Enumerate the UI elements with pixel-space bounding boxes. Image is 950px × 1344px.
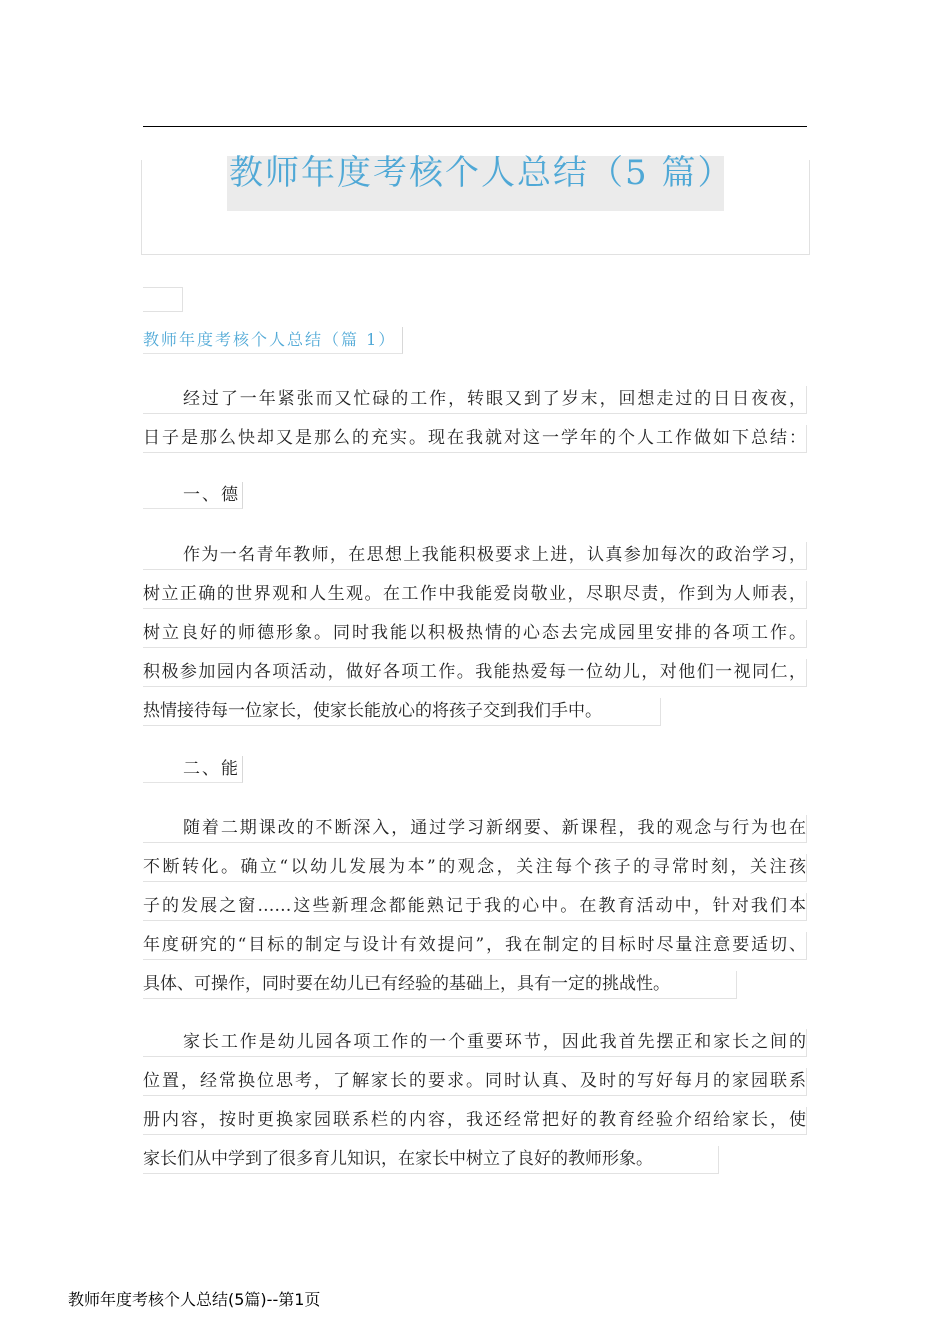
- paragraph-line: 不断转化。确立“以幼儿发展为本”的观念，关注每个孩子的寻常时刻，关注孩: [143, 848, 807, 887]
- paragraph-line: 家长们从中学到了很多育儿知识，在家长中树立了良好的教师形象。: [143, 1140, 807, 1179]
- intro-paragraph: [143, 380, 807, 458]
- paragraph-line: 热情接待每一位家长，使家长能放心的将孩子交到我们手中。: [143, 692, 807, 731]
- paragraph-de: [143, 536, 807, 731]
- paragraph-line: 日子是那么快却又是那么的充实。现在我就对这一学年的个人工作做如下总结：: [143, 419, 807, 458]
- paragraph-line: 积极参加园内各项活动，做好各项工作。我能热爱每一位幼儿，对他们一视同仁，: [143, 653, 807, 692]
- paragraph-line: 子的发展之窗……这些新理念都能熟记于我的心中。在教育活动中，针对我们本: [143, 887, 807, 926]
- paragraph-parent-work: [143, 1023, 807, 1179]
- paragraph-line: 随着二期课改的不断深入，通过学习新纲要、新课程，我的观念与行为也在: [143, 809, 807, 848]
- paragraph-neng: [143, 809, 807, 1004]
- document-title: 教师年度考核个人总结（5 篇）: [229, 153, 734, 193]
- header-rule: [143, 126, 807, 127]
- section-heading: 教师年度考核个人总结（篇 1）: [143, 327, 403, 354]
- paragraph-line: 具体、可操作，同时要在幼儿已有经验的基础上，具有一定的挑战性。: [143, 965, 807, 1004]
- paragraph-line: 作为一名青年教师，在思想上我能积极要求上进，认真参加每次的政治学习，: [143, 536, 807, 575]
- empty-box: [143, 287, 183, 312]
- paragraph-line: 年度研究的“目标的制定与设计有效提问”，我在制定的目标时尽量注意要适切、: [143, 926, 807, 965]
- heading-neng: 二、能: [143, 756, 243, 783]
- page-footer: 教师年度考核个人总结(5篇)--第1页: [68, 1290, 321, 1309]
- paragraph-line: 树立正确的世界观和人生观。在工作中我能爱岗敬业，尽职尽责，作到为人师表，: [143, 575, 807, 614]
- paragraph-line: 树立良好的师德形象。同时我能以积极热情的心态去完成园里安排的各项工作。: [143, 614, 807, 653]
- heading-de: 一、德: [143, 482, 243, 509]
- paragraph-line: 经过了一年紧张而又忙碌的工作，转眼又到了岁末，回想走过的日日夜夜，: [143, 380, 807, 419]
- paragraph-line: 家长工作是幼儿园各项工作的一个重要环节，因此我首先摆正和家长之间的: [143, 1023, 807, 1062]
- paragraph-line: 册内容，按时更换家园联系栏的内容，我还经常把好的教育经验介绍给家长，使: [143, 1101, 807, 1140]
- paragraph-line: 位置，经常换位思考，了解家长的要求。同时认真、及时的写好每月的家园联系: [143, 1062, 807, 1101]
